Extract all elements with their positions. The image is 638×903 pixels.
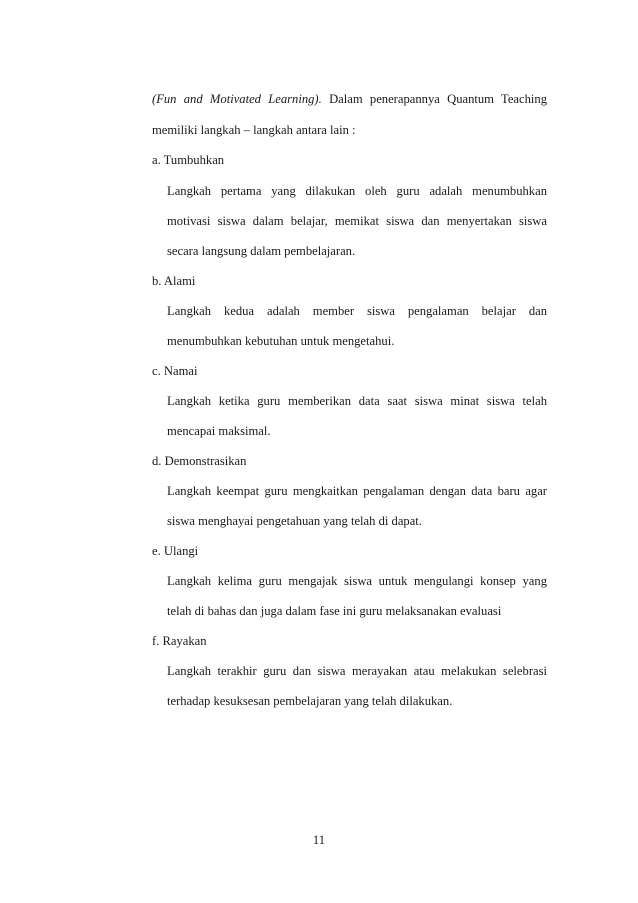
section-heading-tumbuhkan: a. Tumbuhkan bbox=[152, 153, 225, 167]
section-text-line: Langkah terakhir guru dan siswa merayakan atau melakukan selebrasi bbox=[167, 664, 547, 678]
section-text-line: terhadap kesuksesan pembelajaran yang telah dilakukan. bbox=[167, 694, 453, 708]
section-heading-namai: c. Namai bbox=[152, 364, 198, 378]
section-heading-alami: b. Alami bbox=[152, 274, 196, 288]
section-text-line: Langkah keempat guru mengkaitkan pengalaman dengan data baru agar bbox=[167, 484, 547, 498]
section-text-line: menumbuhkan kebutuhan untuk mengetahui. bbox=[167, 334, 395, 348]
section-text-line: Langkah kedua adalah member siswa pengalaman belajar dan bbox=[167, 304, 547, 318]
section-heading-demonstrasikan: d. Demonstrasikan bbox=[152, 454, 247, 468]
section-text-line: mencapai maksimal. bbox=[167, 424, 271, 438]
intro-line-1-rest: Dalam penerapannya Quantum Teaching bbox=[329, 92, 547, 106]
section-text-line: motivasi siswa dalam belajar, memikat siswa dan menyertakan siswa bbox=[167, 214, 547, 228]
section-text-line: secara langsung dalam pembelajaran. bbox=[167, 244, 356, 258]
section-text-line: telah di bahas dan juga dalam fase ini guru melaksanakan evaluasi bbox=[167, 604, 502, 618]
section-text-line: Langkah pertama yang dilakukan oleh guru adalah menumbuhkan bbox=[167, 184, 547, 198]
intro-italic-phrase: (Fun and Motivated Learning). bbox=[152, 92, 322, 106]
section-text-line: Langkah kelima guru mengajak siswa untuk mengulangi konsep yang bbox=[167, 574, 547, 588]
section-text-line: Langkah ketika guru memberikan data saat siswa minat siswa telah bbox=[167, 394, 547, 408]
intro-line-2: memiliki langkah – langkah antara lain : bbox=[152, 123, 356, 137]
intro-line-1 bbox=[152, 91, 547, 107]
section-heading-rayakan: f. Rayakan bbox=[152, 634, 207, 648]
section-heading-ulangi: e. Ulangi bbox=[152, 544, 199, 558]
section-text-line: siswa menghayai pengetahuan yang telah di dapat. bbox=[167, 514, 422, 528]
page-number: 11 bbox=[312, 833, 326, 847]
